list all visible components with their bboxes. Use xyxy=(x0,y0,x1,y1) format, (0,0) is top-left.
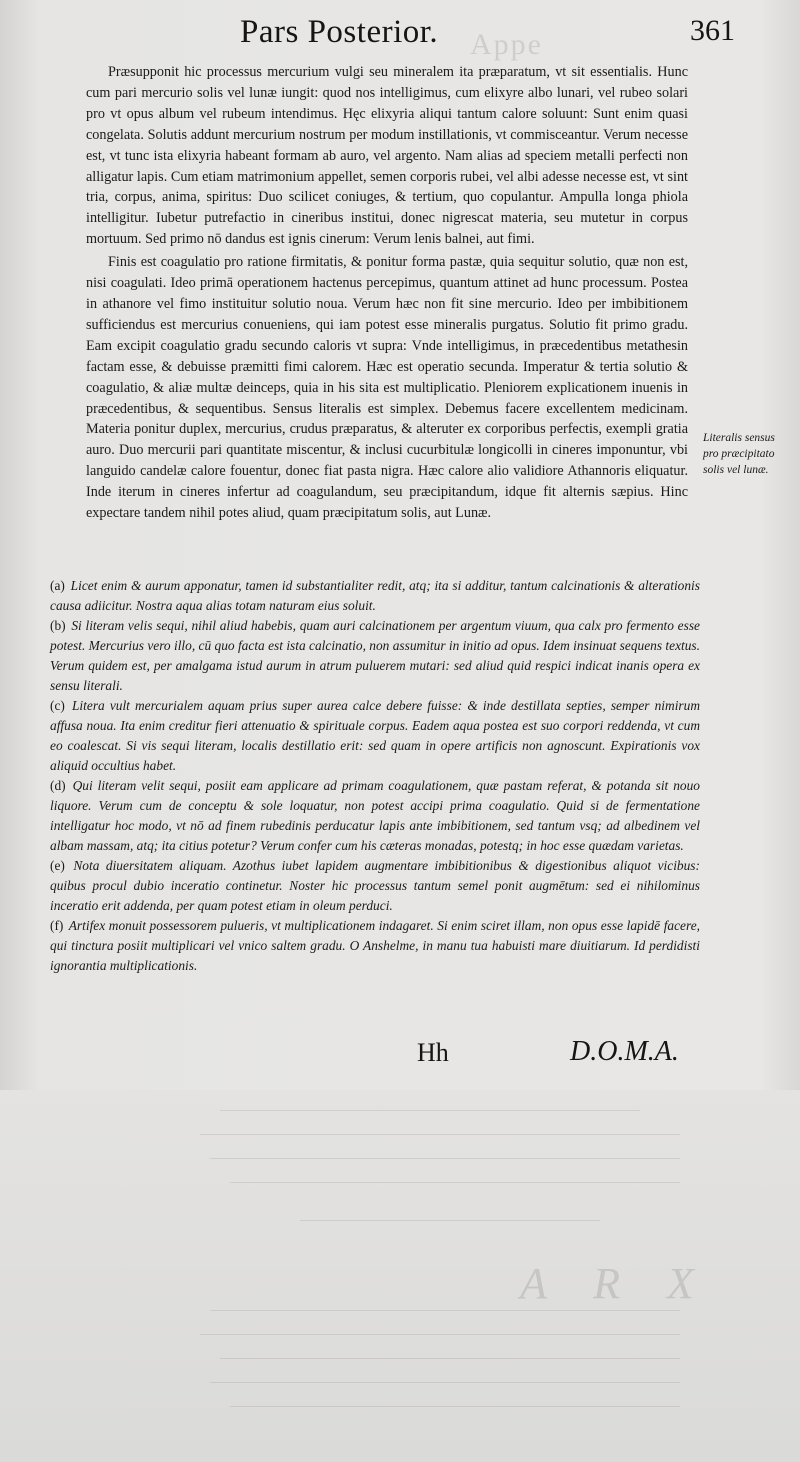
marginal-note: Literalis sensus pro præcipitato solis vel lunæ. xyxy=(703,432,775,476)
footnote-text: Artifex monuit possessorem pulueris, vt multiplicationem indagaret. Si enim sciret illam, non opus esse lapidē facere, qui tinctura posiit multiplicari vel vnico saltem gradu. O Anshelme, in manu tua habuisti mare diuitiarum. Id perdidisti ignorantia multiplicationis. xyxy=(50,918,701,973)
footnote-text: Qui literam velit sequi, posiit eam applicare ad primam coagulationem, quæ pastam referat, & potanda sit nouo liquore. Verum cum de conceptu & sole loquatur, non potest accipi prima coagulatio. Quid si de fermentatione intelligatur hoc modo, vt nō ad finem rubedinis perducatur lapis ante imbibitionem, sed tantum vsq; ad albedinem vel albam massam, atq; ita citius potetur? Verum confer cum his cæteras monadas, potestq; in hoc esse quædam varietas. xyxy=(50,778,700,853)
footnote-marker: (e) xyxy=(50,858,65,873)
footnote xyxy=(50,576,700,616)
footnote-marker: (b) xyxy=(50,618,66,633)
bleed-through-line xyxy=(200,1334,680,1335)
bleed-through-line xyxy=(220,1110,640,1111)
footnote xyxy=(50,916,700,976)
bleed-through-line xyxy=(210,1310,680,1311)
footnote-marker: (d) xyxy=(50,778,66,793)
bleed-through-line xyxy=(230,1182,680,1183)
footnote xyxy=(50,856,700,916)
footnote xyxy=(50,696,700,776)
footnote-marker: (a) xyxy=(50,578,65,593)
footnote xyxy=(50,616,700,696)
bleed-through-line xyxy=(220,1358,680,1359)
footnote-text: Litera vult mercurialem aquam prius super aurea calce debere fuisse: & inde destillata septies, semper nimirum affusa noua. Ita enim creditur fieri attenuatio & spirituale corpus. Eadem aqua postea est suo corpori reddenda, vt cum eo coalescat. Si vis sequi literam, localis destillatio erit: sed quam in opere artificis non agnoscunt. Expirationis vox aliquid occultius habet. xyxy=(50,698,700,773)
footnotes-block xyxy=(50,576,700,976)
footnote-marker: (f) xyxy=(50,918,64,933)
main-text-block xyxy=(86,62,688,524)
bleed-through-line xyxy=(300,1220,600,1221)
page-title: Pars Posterior. xyxy=(240,14,439,50)
footnote-text: Si literam velis sequi, nihil aliud habebis, quam auri calcinationem per argentum viuum, qua calx pro fermento esse potest. Mercurius vero illo, cū quo facta est ista calcinatio, non assumitur in initio ad opus. Idem insinuat sequens textus. Verum quidem est, per amalgama istud aurum in atrum puluerem mutari: sed aliud quid respici indicat inanis opera ex sensu literali. xyxy=(50,618,700,693)
paragraph: Præsupponit hic processus mercurium vulgi seu mineralem ita præparatum, vt sit essentialis. Hunc cum pari mercurio solis vel lunæ iungit: quod nos intelligimus, cum elixyre albo lunari, vel rubeo solari pro vt opus album vel rubeum intendimus. Hęc elixyria aliqui tantum calore soluunt: Sunt enim quasi congelata. Solutis addunt mercurium nostrum per modum instillationis, vt commisceantur. Verum necesse est, vt tunc ista elixyria habeant formam ab auro, vel argento. Nam alias ad speciem metalli perfecti non alligatur lapis. Cum etiam matrimonium appellet, semen corporis rubei, vel albi adesse necesse est, vt sint tria, corpus, anima, spiritus: Duo scilicet coniuges, & tertium, quo copulantur. Ampulla longa phiola intelligitur. Iubetur putrefactio in cineribus institui, donec nigrescat materia, seu mutetur in corpus mortuum. Sed primo nō dandus est ignis cinerum: Verum lenis balnei, aut fimi. xyxy=(86,64,688,248)
bleed-through-header: Appe xyxy=(470,28,543,61)
footnote-text: Nota diuersitatem aliquam. Azothus iubet lapidem augmentare imbibitionibus & digestionibus aliquot vicibus: quibus procul dubio inceratio continetur. Noster hic processus tantum semel ponit augmētum: sed ei nihilominus inceratio erit addenda, per quam potest etiam in oleum perduci. xyxy=(50,858,700,913)
footnote-text: Licet enim & aurum apponatur, tamen id substantialiter redit, atq; ita si additur, tantum calcinationis & alterationis causa adiicitur. Nostra aqua alias totam naturam eius soluit. xyxy=(50,578,700,613)
signature-mark: D.O.M.A. xyxy=(570,1036,679,1067)
bleed-through-line xyxy=(210,1382,680,1383)
bleed-through-line xyxy=(200,1134,680,1135)
catchword: Hh xyxy=(417,1038,449,1067)
footnote xyxy=(50,776,700,856)
bleed-through-line xyxy=(230,1406,680,1407)
bleed-through-line xyxy=(210,1158,680,1159)
bleed-through-letters: A R X xyxy=(520,1259,712,1308)
footnote-marker: (c) xyxy=(50,698,65,713)
page-number: 361 xyxy=(690,14,735,47)
paragraph: Finis est coagulatio pro ratione firmitatis, & ponitur forma pastæ, quia sequitur solutio, quæ non est, nisi coagulati. Ideo primā operationem hactenus percepimus, quantum attinet ad hunc processum. Postea in athanore vel fimo instituitur solutio noua. Verum hæc non fit sine mercurio. Ideo per imbibitionem sufficiendus est mercurius conueniens, qui iam potest esse mineralis purgatus. Solutio fit primo gradu. Eam excipit coagulatio gradu secundo caloris vt supra: Vnde intelligimus, in præcedentibus metathesin factam esse, & debuisse præmitti fimi calorem. Hæc est operatio secunda. Imperatur & tertia solutio & coagulatio, & aliæ multæ deinceps, quia in his sita est multiplicatio. Pleniorem explicationem inuenis in præcedentibus, & sequentibus. Sensus literalis est simplex. Debemus facere excellentem medicinam. Materia ponitur duplex, mercurius, crudus præparatus, & alteruter ex corporibus perfectis, exempli gratia auro. Duo mercurii pari quantitate miscentur, & inclusi cucurbitulæ longicolli in cineres imponuntur, vbi languido candelæ calore fouentur, donec fiat pasta nigra. Hæc calore alio validiore Athannoris eliquatur. Inde iterum in cineres infertur ad coagulandum, seu præcipitandum, idque fit alternis sæpius. Hinc expectare tandem nihil potes aliud, quam præcipitatum solis, aut Lunæ. xyxy=(86,254,688,522)
